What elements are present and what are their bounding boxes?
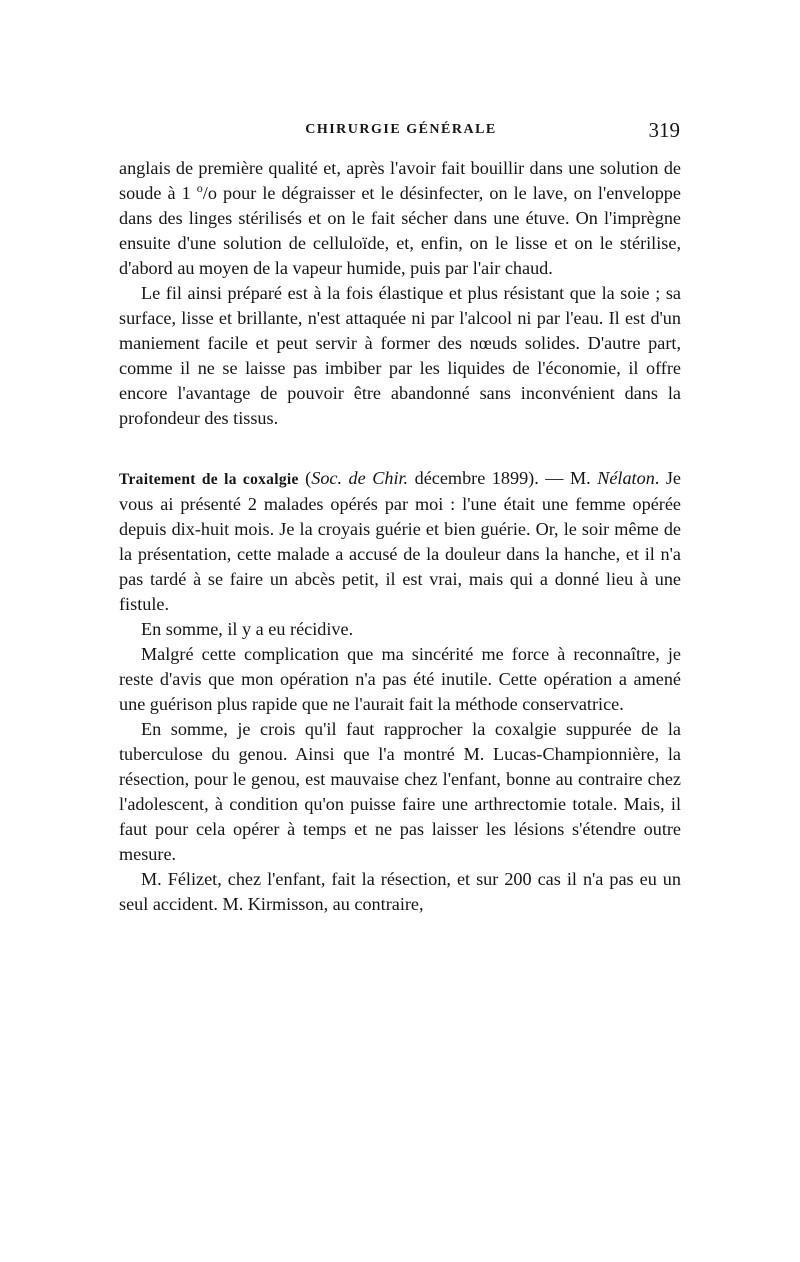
percent-sign-top: o [196,180,203,195]
paragraph-1 [119,156,681,281]
paragraph-2: Le fil ainsi préparé est à la fois élastique et plus résistant que la soie ; sa surface, lisse et brillante, n'est attaquée ni par l'alcool ni par l'eau. Il est d'un maniement facile et peut servir à former des nœuds solides. D'autre part, comme il ne se laisse pas imbiber par les liquides de l'économie, il offre encore l'avantage de pouvoir être abandonné sans inconvénient dans la profondeur des tissus. [119,283,681,428]
paragraph-5: Malgré cette complication que ma sincérité me force à reconnaître, je reste d'avis que mon opération n'a pas été inutile. Cette opération a amené une guérison plus rapide que ne l'aurait fait la méthode conservatrice. [119,644,681,714]
page-number: 319 [648,118,680,142]
paragraph-3 [119,466,681,617]
citation-open: ( [298,468,312,488]
paragraph-7: M. Félizet, chez l'enfant, fait la résection, et sur 200 cas il n'a pas eu un seul accident. M. Kirmisson, au contraire, [119,869,681,914]
citation-journal: Soc. de Chir. [311,468,409,488]
speaker-name: Nélaton [597,468,655,488]
speaker-dash: — M. [538,468,598,488]
paragraph-4: En somme, il y a eu récidive. [141,619,354,639]
percent-sign-slash: / [202,183,208,203]
percent-sign-bottom: o [207,183,217,203]
paragraph-1-text-b: pour le dégraisser et le désinfecter, on le lave, on l'enveloppe dans des linges stérilisés et on le fait sécher dans une étuve. On l'imprègne ensuite d'une solution de celluloïde, et, enfin, on le lisse et on le stérilise, d'abord au moyen de la vapeur humide, puis par l'air chaud. [119,183,681,278]
body-text [119,156,681,917]
section-run-title: Traitement de la coxalgie [119,471,299,488]
paragraph-1-text-a: anglais de première qualité et, après l'avoir fait bouillir dans une solution de soude à 1 [119,158,681,203]
citation-date: décembre 1899). [408,468,539,488]
paragraph-6: En somme, je crois qu'il faut rapprocher la coxalgie suppurée de la tuberculose du genou. Ainsi que l'a montré M. Lucas-Championnière, la résection, pour le genou, est mauvaise chez l'enfant, bonne au contraire chez l'adolescent, à condition qu'on puisse faire une arthrectomie totale. Mais, il faut pour cela opérer à temps et ne pas laisser les lésions s'étendre outre mesure. [119,719,681,864]
paragraph-3-text: . Je vous ai présenté 2 malades opérés par moi : l'une était une femme opérée depuis dix-huit mois. Je la croyais guérie et bien guérie. Or, le soir même de la présentation, cette malade a accusé de la douleur dans la hanche, et il n'a pas tardé à se faire un abcès petit, il est vrai, mais qui a donné lieu à une fistule. [119,468,681,614]
running-head-title: CHIRURGIE GÉNÉRALE [305,122,497,137]
running-head [120,118,682,148]
